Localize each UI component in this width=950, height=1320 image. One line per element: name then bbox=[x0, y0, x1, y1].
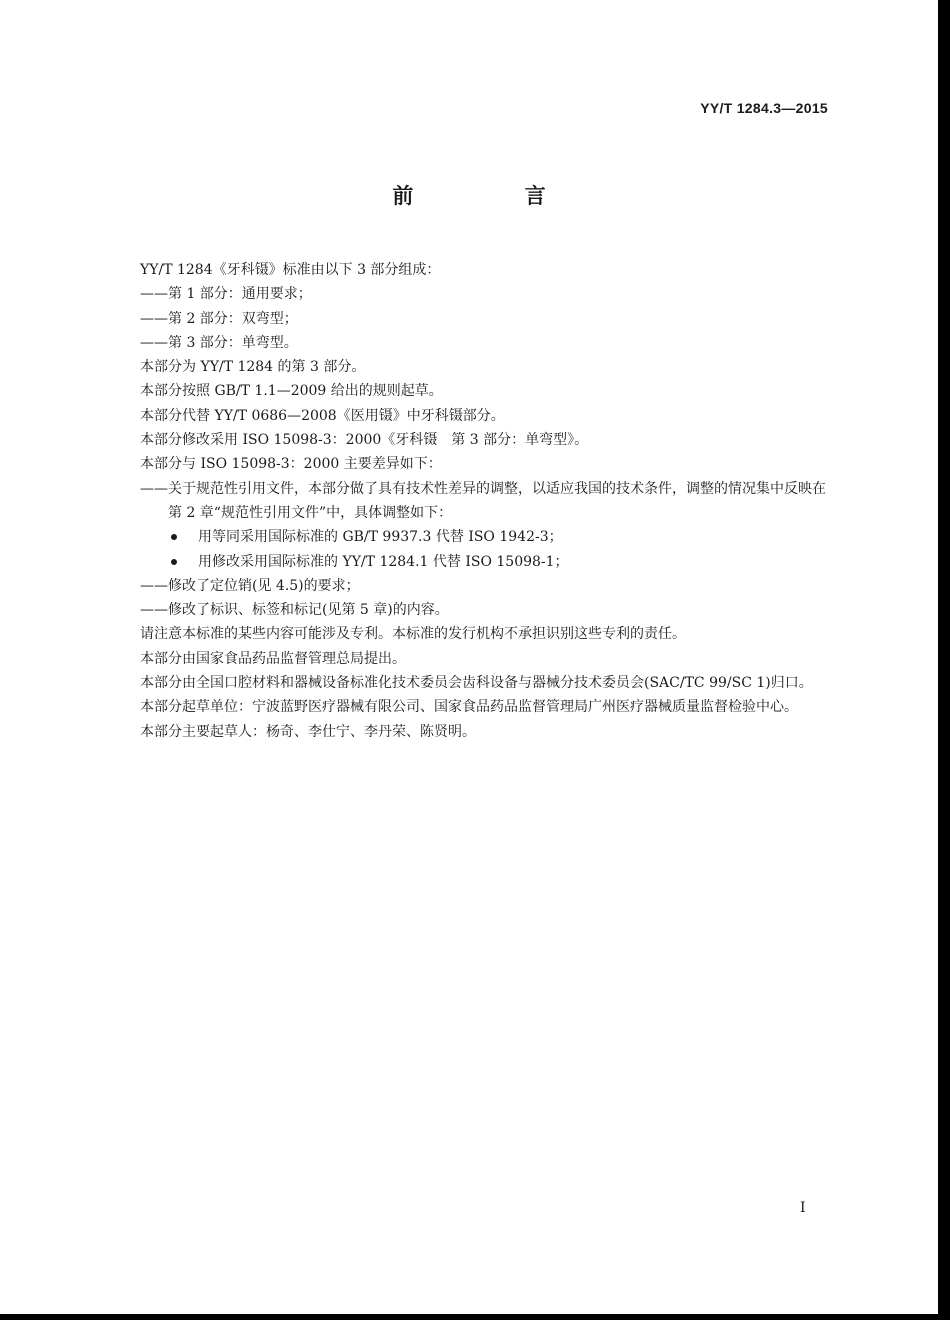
standard-number: YY/T 1284.3—2015 bbox=[700, 100, 828, 116]
paragraph-administered-by: 本部分由全国口腔材料和器械设备标准化技术委员会齿科设备与器械分技术委员会(SAC/TC 99/SC 1)归口。 bbox=[140, 675, 813, 692]
scan-edge-right bbox=[938, 0, 950, 1320]
bullet-item-1 bbox=[113, 525, 829, 549]
paragraph-drafting-rules: 本部分按照 GB/T 1.1—2009 给出的规则起草。 bbox=[140, 383, 443, 400]
foreword-body bbox=[113, 258, 829, 744]
scan-edge-bottom bbox=[0, 1314, 950, 1320]
paragraph-replaces: 本部分代替 YY/T 0686—2008《医用镊》中牙科镊部分。 bbox=[140, 407, 505, 424]
paragraph-drafting-units: 本部分起草单位：宁波蓝野医疗器械有限公司、国家食品药品监督管理局广州医疗器械质量监督检验中心。 bbox=[140, 699, 798, 716]
dash-item-marking: ——修改了标识、标签和标记(见第 5 章)的内容。 bbox=[140, 602, 449, 619]
paragraph-parts-overview: YY/T 1284《牙科镊》标准由以下 3 部分组成： bbox=[140, 262, 441, 278]
dash-item-part1: ——第 1 部分：通用要求； bbox=[140, 286, 312, 303]
bullet-item-2 bbox=[113, 550, 829, 574]
dash-item-part2: ——第 2 部分：双弯型； bbox=[140, 310, 298, 327]
paragraph-drafters: 本部分主要起草人：杨奇、李仕宁、李丹荣、陈贤明。 bbox=[140, 723, 476, 740]
page-number: Ⅰ bbox=[800, 1200, 806, 1216]
bullet-dot-icon bbox=[171, 559, 177, 565]
paragraph-patent-notice: 请注意本标准的某些内容可能涉及专利。本标准的发行机构不承担识别这些专利的责任。 bbox=[140, 626, 686, 643]
dash-item-pin: ——修改了定位销(见 4.5)的要求； bbox=[140, 577, 360, 594]
page-title: 前 言 bbox=[392, 184, 598, 208]
bullet-text-2: 用修改采用国际标准的 YY/T 1284.1 代替 ISO 15098-1； bbox=[198, 553, 569, 570]
paragraph-adoption: 本部分修改采用 ISO 15098-3：2000《牙科镊 第 3 部分：单弯型》。 bbox=[140, 432, 589, 449]
dash-item-part3: ——第 3 部分：单弯型。 bbox=[140, 334, 298, 351]
paragraph-proposed-by: 本部分由国家食品药品监督管理总局提出。 bbox=[140, 650, 406, 667]
bullet-text-1: 用等同采用国际标准的 GB/T 9937.3 代替 ISO 1942-3； bbox=[198, 529, 563, 546]
dash-item-normative-refs: ——关于规范性引用文件，本部分做了具有技术性差异的调整，以适应我国的技术条件，调整的情况集中反映在第 2 章“规范性引用文件”中，具体调整如下： bbox=[140, 480, 826, 521]
paragraph-this-part: 本部分为 YY/T 1284 的第 3 部分。 bbox=[140, 359, 366, 376]
paragraph-differences: 本部分与 ISO 15098-3：2000 主要差异如下： bbox=[140, 456, 442, 473]
